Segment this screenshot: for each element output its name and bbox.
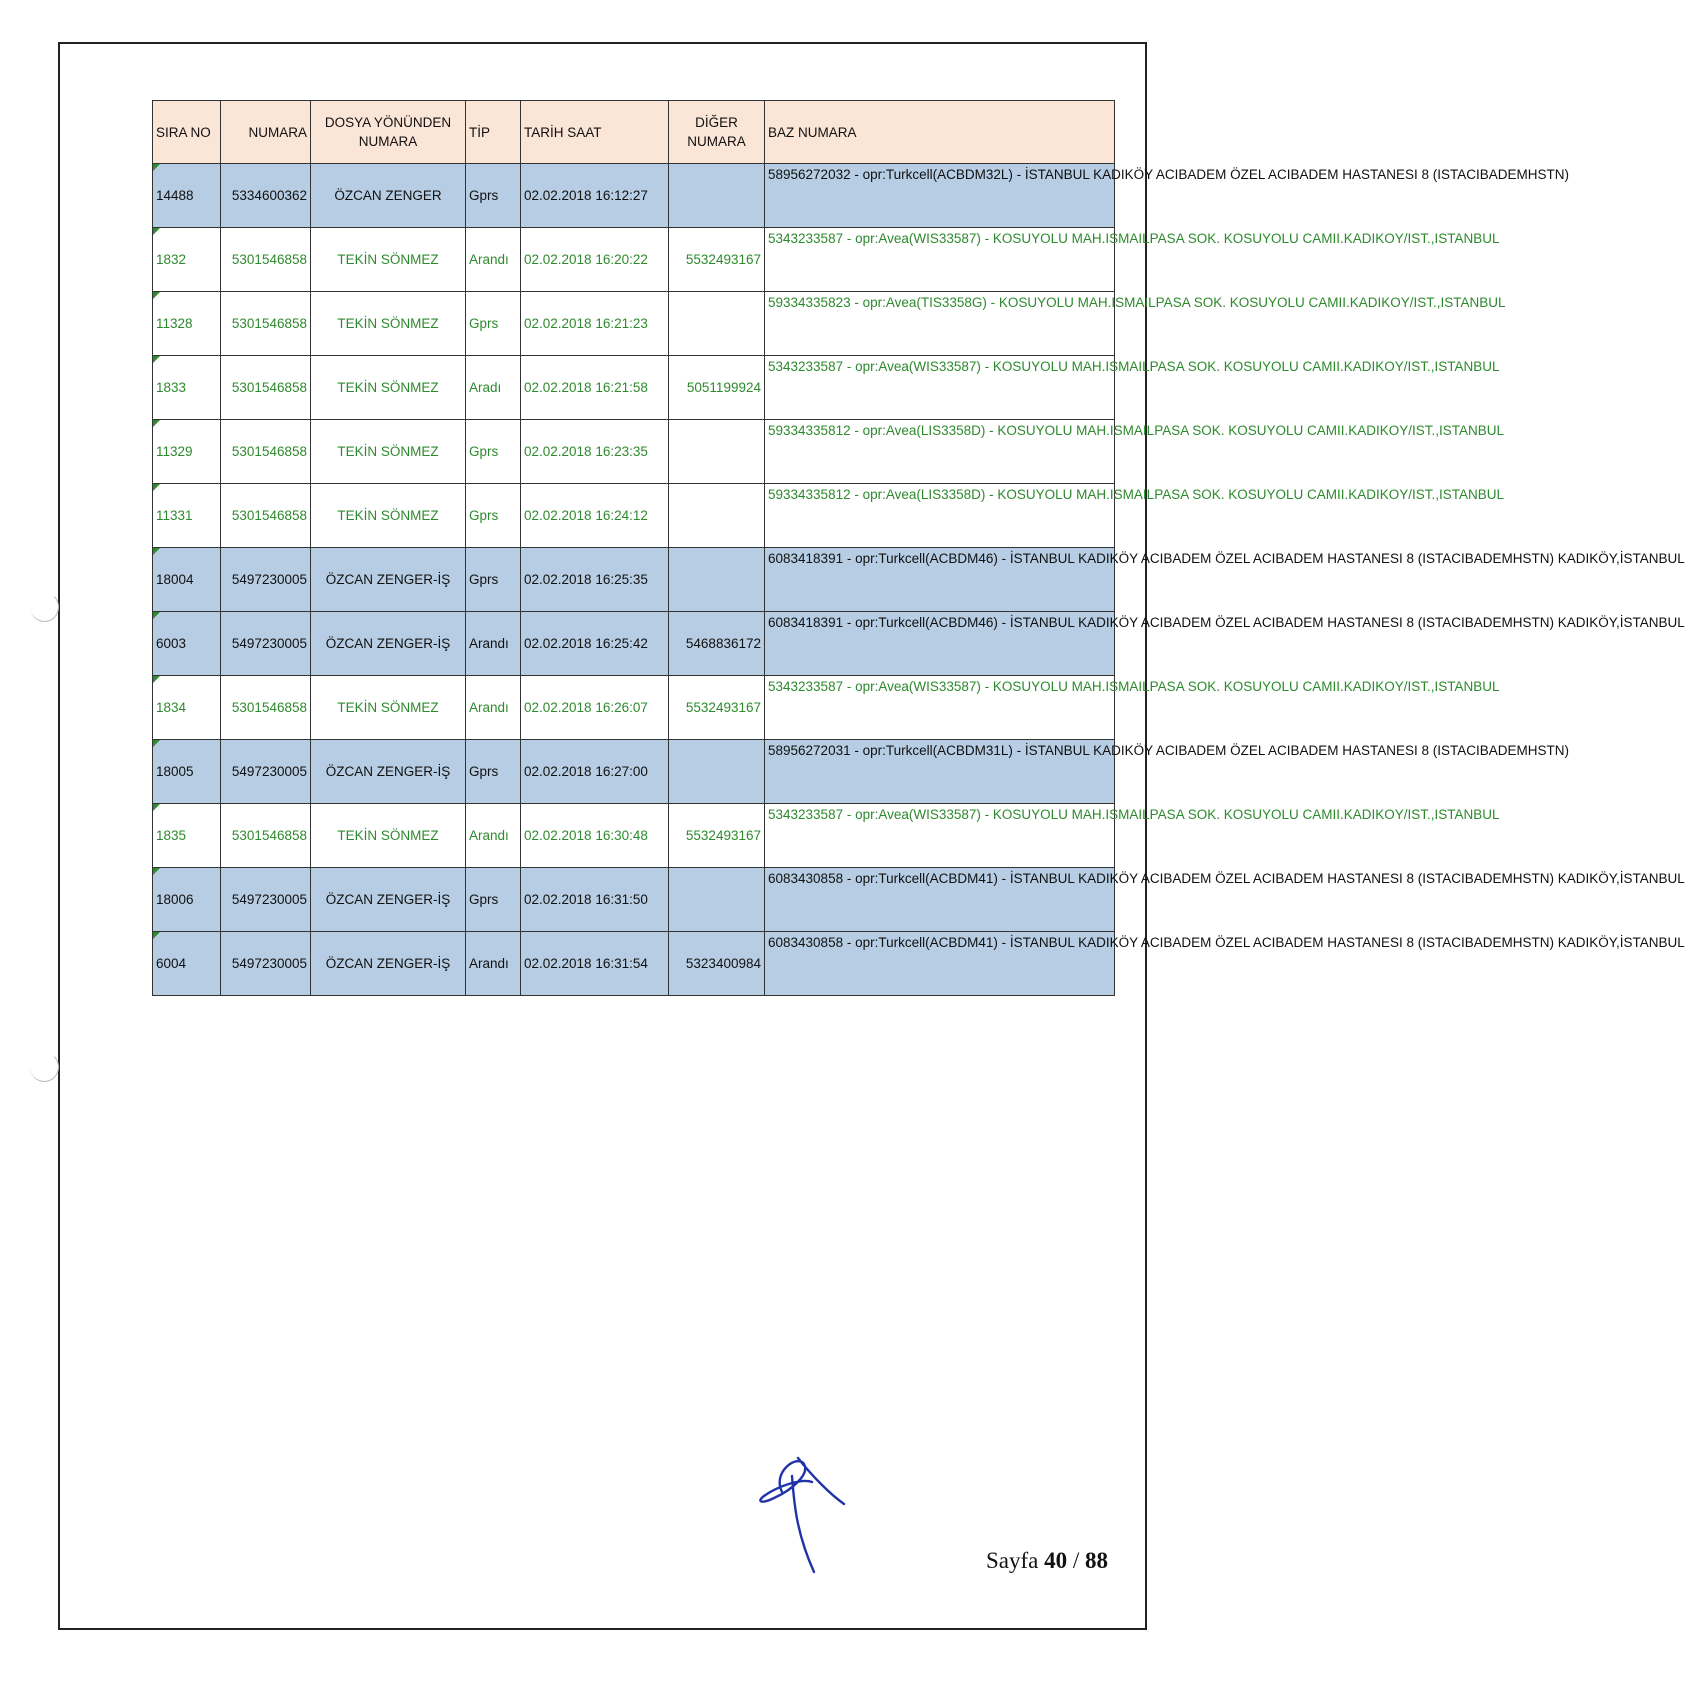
cell-diger-numara: 5532493167 bbox=[669, 676, 765, 740]
cell-numara: 5301546858 bbox=[221, 228, 311, 292]
table-row bbox=[153, 932, 1115, 996]
cell-tarih-saat: 02.02.2018 16:31:50 bbox=[521, 868, 669, 932]
cell-dosya-yonunden-numara: TEKİN SÖNMEZ bbox=[311, 804, 466, 868]
page-separator: / bbox=[1072, 1548, 1080, 1573]
cell-tip: Gprs bbox=[466, 868, 521, 932]
table-row bbox=[153, 164, 1115, 228]
cell-dosya-yonunden-numara: ÖZCAN ZENGER-İŞ bbox=[311, 932, 466, 996]
cell-baz-numara bbox=[765, 868, 1685, 932]
page-number bbox=[986, 1548, 1108, 1574]
cell-numara: 5497230005 bbox=[221, 548, 311, 612]
table-row bbox=[153, 228, 1115, 292]
cell-tip: Gprs bbox=[466, 740, 521, 804]
cell-numara: 5301546858 bbox=[221, 420, 311, 484]
cell-tarih-saat: 02.02.2018 16:30:48 bbox=[521, 804, 669, 868]
cell-dosya-yonunden-numara: TEKİN SÖNMEZ bbox=[311, 356, 466, 420]
cell-tip: Arandı bbox=[466, 804, 521, 868]
header-tarih-saat: TARİH SAAT bbox=[521, 101, 669, 164]
cell-baz-numara bbox=[765, 676, 1500, 740]
cell-baz-numara bbox=[765, 804, 1500, 868]
table-row bbox=[153, 548, 1115, 612]
cell-diger-numara bbox=[669, 164, 765, 228]
header-tip: TİP bbox=[466, 101, 521, 164]
table-row bbox=[153, 420, 1115, 484]
baz-numara-text: 6083430858 - opr:Turkcell(ACBDM41) - İSTANBUL KADIKÖY ACIBADEM ÖZEL ACIBADEM HASTANESI 8 (ISTACIBADEMHSTN) KADIKÖY,İSTANBUL bbox=[768, 935, 1685, 950]
baz-numara-text: 5343233587 - opr:Avea(WIS33587) - KOSUYOLU MAH.ISMAILPASA SOK. KOSUYOLU CAMII.KADIKOY/IST.,ISTANBUL bbox=[768, 807, 1500, 822]
baz-numara-text: 58956272031 - opr:Turkcell(ACBDM31L) - İSTANBUL KADIKÖY ACIBADEM ÖZEL ACIBADEM HASTANESI 8 (ISTACIBADEMHSTN) bbox=[768, 743, 1569, 758]
cell-tip: Arandı bbox=[466, 228, 521, 292]
table-row bbox=[153, 292, 1115, 356]
cell-baz-numara bbox=[765, 420, 1505, 484]
cell-sira-no: 18006 bbox=[153, 868, 221, 932]
table-row bbox=[153, 804, 1115, 868]
table-row bbox=[153, 868, 1115, 932]
baz-numara-text: 5343233587 - opr:Avea(WIS33587) - KOSUYOLU MAH.ISMAILPASA SOK. KOSUYOLU CAMII.KADIKOY/IST.,ISTANBUL bbox=[768, 679, 1500, 694]
cell-numara: 5334600362 bbox=[221, 164, 311, 228]
page-current: 40 bbox=[1044, 1548, 1068, 1573]
cell-tip: Gprs bbox=[466, 484, 521, 548]
cell-baz-numara bbox=[765, 356, 1500, 420]
cell-tarih-saat: 02.02.2018 16:25:35 bbox=[521, 548, 669, 612]
cell-sira-no: 18004 bbox=[153, 548, 221, 612]
header-diger-line2: NUMARA bbox=[687, 134, 746, 149]
table-row bbox=[153, 356, 1115, 420]
cell-baz-numara bbox=[765, 292, 1506, 356]
cell-dosya-yonunden-numara: ÖZCAN ZENGER-İŞ bbox=[311, 548, 466, 612]
records-table bbox=[152, 100, 1685, 996]
cell-diger-numara bbox=[669, 868, 765, 932]
cell-numara: 5497230005 bbox=[221, 932, 311, 996]
cell-tarih-saat: 02.02.2018 16:26:07 bbox=[521, 676, 669, 740]
cell-dosya-yonunden-numara: ÖZCAN ZENGER bbox=[311, 164, 466, 228]
cell-tarih-saat: 02.02.2018 16:21:58 bbox=[521, 356, 669, 420]
cell-baz-numara bbox=[765, 612, 1685, 676]
table-row bbox=[153, 612, 1115, 676]
baz-numara-text: 59334335812 - opr:Avea(LIS3358D) - KOSUYOLU MAH.ISMAILPASA SOK. KOSUYOLU CAMII.KADIKOY/IST.,ISTANBUL bbox=[768, 487, 1505, 502]
handwritten-signature-icon bbox=[752, 1452, 852, 1582]
cell-dosya-yonunden-numara: ÖZCAN ZENGER-İŞ bbox=[311, 612, 466, 676]
table-row bbox=[153, 484, 1115, 548]
cell-baz-numara bbox=[765, 932, 1685, 996]
cell-diger-numara: 5468836172 bbox=[669, 612, 765, 676]
cell-tarih-saat: 02.02.2018 16:12:27 bbox=[521, 164, 669, 228]
baz-numara-text: 5343233587 - opr:Avea(WIS33587) - KOSUYOLU MAH.ISMAILPASA SOK. KOSUYOLU CAMII.KADIKOY/IST.,ISTANBUL bbox=[768, 231, 1500, 246]
baz-numara-text: 6083430858 - opr:Turkcell(ACBDM41) - İSTANBUL KADIKÖY ACIBADEM ÖZEL ACIBADEM HASTANESI 8 (ISTACIBADEMHSTN) KADIKÖY,İSTANBUL bbox=[768, 871, 1685, 886]
cell-diger-numara bbox=[669, 548, 765, 612]
baz-numara-text: 58956272032 - opr:Turkcell(ACBDM32L) - İSTANBUL KADIKÖY ACIBADEM ÖZEL ACIBADEM HASTANESI 8 (ISTACIBADEMHSTN) bbox=[768, 167, 1569, 182]
header-numara: NUMARA bbox=[221, 101, 311, 164]
cell-numara: 5497230005 bbox=[221, 740, 311, 804]
cell-diger-numara bbox=[669, 420, 765, 484]
cell-numara: 5301546858 bbox=[221, 804, 311, 868]
cell-sira-no: 11331 bbox=[153, 484, 221, 548]
cell-numara: 5497230005 bbox=[221, 868, 311, 932]
cell-tip: Gprs bbox=[466, 292, 521, 356]
cell-baz-numara bbox=[765, 484, 1505, 548]
header-diger-numara bbox=[669, 101, 765, 164]
cell-diger-numara: 5323400984 bbox=[669, 932, 765, 996]
header-diger-line1: DİĞER bbox=[695, 115, 738, 130]
cell-numara: 5301546858 bbox=[221, 484, 311, 548]
cell-tip: Gprs bbox=[466, 548, 521, 612]
table-body bbox=[153, 164, 1685, 996]
cell-dosya-yonunden-numara: TEKİN SÖNMEZ bbox=[311, 676, 466, 740]
cell-dosya-yonunden-numara: TEKİN SÖNMEZ bbox=[311, 420, 466, 484]
cell-tip: Aradı bbox=[466, 356, 521, 420]
baz-numara-text: 6083418391 - opr:Turkcell(ACBDM46) - İSTANBUL KADIKÖY ACIBADEM ÖZEL ACIBADEM HASTANESI 8 (ISTACIBADEMHSTN) KADIKÖY,İSTANBUL bbox=[768, 551, 1685, 566]
cell-tip: Arandı bbox=[466, 932, 521, 996]
cell-baz-numara bbox=[765, 740, 1569, 804]
cell-diger-numara bbox=[669, 740, 765, 804]
cell-baz-numara bbox=[765, 548, 1685, 612]
baz-numara-text: 59334335812 - opr:Avea(LIS3358D) - KOSUYOLU MAH.ISMAILPASA SOK. KOSUYOLU CAMII.KADIKOY/IST.,ISTANBUL bbox=[768, 423, 1505, 438]
cell-tip: Gprs bbox=[466, 164, 521, 228]
cell-tip: Gprs bbox=[466, 420, 521, 484]
header-sira-no: SIRA NO bbox=[153, 101, 221, 164]
cell-sira-no: 11328 bbox=[153, 292, 221, 356]
table-row bbox=[153, 740, 1115, 804]
baz-numara-text: 59334335823 - opr:Avea(TIS3358G) - KOSUYOLU MAH.ISMAILPASA SOK. KOSUYOLU CAMII.KADIKOY/IST.,ISTANBUL bbox=[768, 295, 1506, 310]
cell-baz-numara bbox=[765, 228, 1500, 292]
cell-tarih-saat: 02.02.2018 16:20:22 bbox=[521, 228, 669, 292]
header-dosya-line1: DOSYA YÖNÜNDEN bbox=[324, 115, 452, 130]
cell-dosya-yonunden-numara: TEKİN SÖNMEZ bbox=[311, 484, 466, 548]
cell-diger-numara: 5532493167 bbox=[669, 804, 765, 868]
cell-diger-numara bbox=[669, 484, 765, 548]
cell-tip: Arandı bbox=[466, 676, 521, 740]
cell-dosya-yonunden-numara: ÖZCAN ZENGER-İŞ bbox=[311, 740, 466, 804]
baz-numara-text: 6083418391 - opr:Turkcell(ACBDM46) - İSTANBUL KADIKÖY ACIBADEM ÖZEL ACIBADEM HASTANESI 8 (ISTACIBADEMHSTN) KADIKÖY,İSTANBUL bbox=[768, 615, 1685, 630]
cell-numara: 5497230005 bbox=[221, 612, 311, 676]
cell-dosya-yonunden-numara: ÖZCAN ZENGER-İŞ bbox=[311, 868, 466, 932]
table-row bbox=[153, 676, 1115, 740]
cell-sira-no: 1834 bbox=[153, 676, 221, 740]
cell-sira-no: 18005 bbox=[153, 740, 221, 804]
cell-sira-no: 6003 bbox=[153, 612, 221, 676]
cell-numara: 5301546858 bbox=[221, 292, 311, 356]
page-total: 88 bbox=[1085, 1548, 1108, 1573]
cell-tarih-saat: 02.02.2018 16:21:23 bbox=[521, 292, 669, 356]
punch-hole bbox=[30, 592, 59, 622]
cell-tarih-saat: 02.02.2018 16:25:42 bbox=[521, 612, 669, 676]
cell-sira-no: 1835 bbox=[153, 804, 221, 868]
cell-sira-no: 14488 bbox=[153, 164, 221, 228]
cell-tip: Arandı bbox=[466, 612, 521, 676]
baz-numara-text: 5343233587 - opr:Avea(WIS33587) - KOSUYOLU MAH.ISMAILPASA SOK. KOSUYOLU CAMII.KADIKOY/IST.,ISTANBUL bbox=[768, 359, 1500, 374]
cell-numara: 5301546858 bbox=[221, 356, 311, 420]
cell-tarih-saat: 02.02.2018 16:27:00 bbox=[521, 740, 669, 804]
cell-numara: 5301546858 bbox=[221, 676, 311, 740]
cell-diger-numara bbox=[669, 292, 765, 356]
table-header-row bbox=[153, 101, 1115, 164]
cell-dosya-yonunden-numara: TEKİN SÖNMEZ bbox=[311, 228, 466, 292]
cell-baz-numara bbox=[765, 164, 1569, 228]
cell-sira-no: 1832 bbox=[153, 228, 221, 292]
cell-tarih-saat: 02.02.2018 16:24:12 bbox=[521, 484, 669, 548]
page-label: Sayfa bbox=[985, 1548, 1039, 1573]
cell-diger-numara: 5532493167 bbox=[669, 228, 765, 292]
cell-sira-no: 11329 bbox=[153, 420, 221, 484]
header-baz-numara: BAZ NUMARA bbox=[765, 101, 1115, 164]
header-dosya-yonunden-numara bbox=[311, 101, 466, 164]
punch-hole bbox=[30, 1052, 59, 1082]
header-dosya-line2: NUMARA bbox=[358, 134, 418, 149]
cell-diger-numara: 5051199924 bbox=[669, 356, 765, 420]
cell-tarih-saat: 02.02.2018 16:31:54 bbox=[521, 932, 669, 996]
cell-sira-no: 6004 bbox=[153, 932, 221, 996]
cell-dosya-yonunden-numara: TEKİN SÖNMEZ bbox=[311, 292, 466, 356]
cell-sira-no: 1833 bbox=[153, 356, 221, 420]
cell-tarih-saat: 02.02.2018 16:23:35 bbox=[521, 420, 669, 484]
